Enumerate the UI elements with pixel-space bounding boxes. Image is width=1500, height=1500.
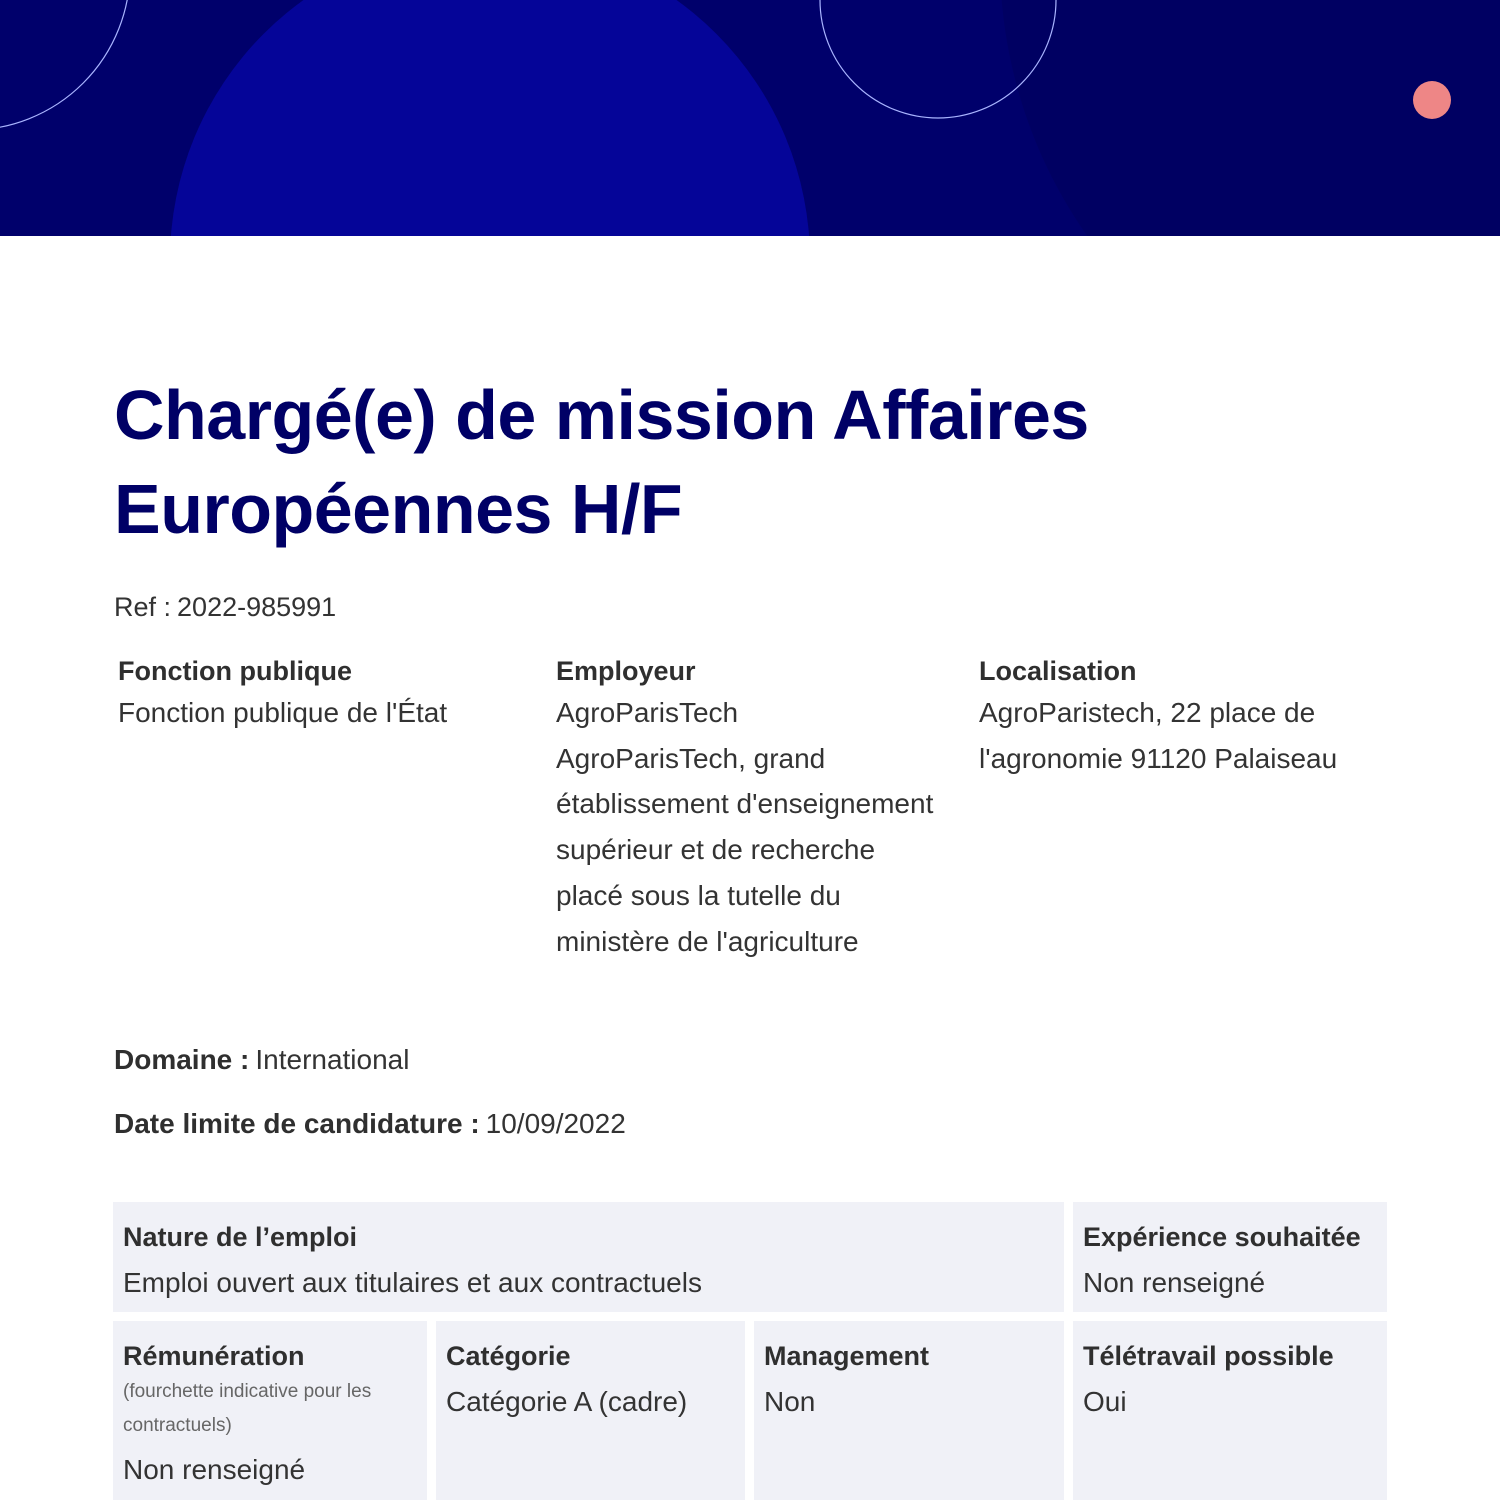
reference <box>114 590 336 624</box>
employeur-section <box>556 652 946 964</box>
employeur-label: Employeur <box>556 656 696 686</box>
fonction-publique-label: Fonction publique <box>118 656 352 686</box>
categorie-label: Catégorie <box>446 1341 571 1371</box>
banner-decoration <box>0 0 1500 236</box>
experience-label: Expérience souhaitée <box>1083 1222 1361 1252</box>
teletravail-label: Télétravail possible <box>1083 1341 1334 1371</box>
domaine-label: Domaine : <box>114 1044 250 1075</box>
experience-value: Non renseigné <box>1083 1267 1266 1298</box>
localisation-label: Localisation <box>979 656 1137 686</box>
employeur-value: AgroParisTech AgroParisTech, grand établissement d'enseignement supérieur et de recherche placé sous la tutelle du ministère de l'agriculture <box>556 697 934 957</box>
remuneration-value: Non renseigné <box>123 1454 306 1485</box>
remuneration-note: (fourchette indicative pour les contractuels) <box>123 1381 372 1436</box>
reference-value: 2022-985991 <box>177 592 337 622</box>
reference-label: Ref : <box>114 592 172 622</box>
nature-emploi-label: Nature de l’emploi <box>123 1222 358 1252</box>
remuneration-label: Rémunération <box>123 1341 305 1371</box>
management-card <box>754 1321 1064 1500</box>
categorie-card <box>436 1321 745 1500</box>
localisation-section <box>979 652 1379 781</box>
management-label: Management <box>764 1341 930 1371</box>
management-value: Non <box>764 1386 816 1417</box>
accent-dot <box>1413 81 1451 119</box>
teletravail-value: Oui <box>1083 1386 1127 1417</box>
teletravail-card <box>1073 1321 1387 1500</box>
localisation-value: AgroParistech, 22 place de l'agronomie 91120 Palaiseau <box>979 697 1338 774</box>
nature-emploi-value: Emploi ouvert aux titulaires et aux contractuels <box>123 1267 702 1298</box>
remuneration-card <box>113 1321 427 1500</box>
fonction-publique-section <box>118 652 538 736</box>
date-limite-row <box>114 1106 626 1142</box>
nature-emploi-card <box>113 1202 1064 1312</box>
categorie-value: Catégorie A (cadre) <box>446 1386 688 1417</box>
domaine-value: International <box>255 1044 410 1075</box>
domaine-row <box>114 1042 409 1078</box>
experience-card <box>1073 1202 1387 1312</box>
date-limite-value: 10/09/2022 <box>485 1108 626 1139</box>
date-limite-label: Date limite de candidature : <box>114 1108 480 1139</box>
page-title: Chargé(e) de mission Affaires Européennes H/F <box>114 376 1089 548</box>
fonction-publique-value: Fonction publique de l'État <box>118 697 448 728</box>
header-banner <box>0 0 1500 236</box>
